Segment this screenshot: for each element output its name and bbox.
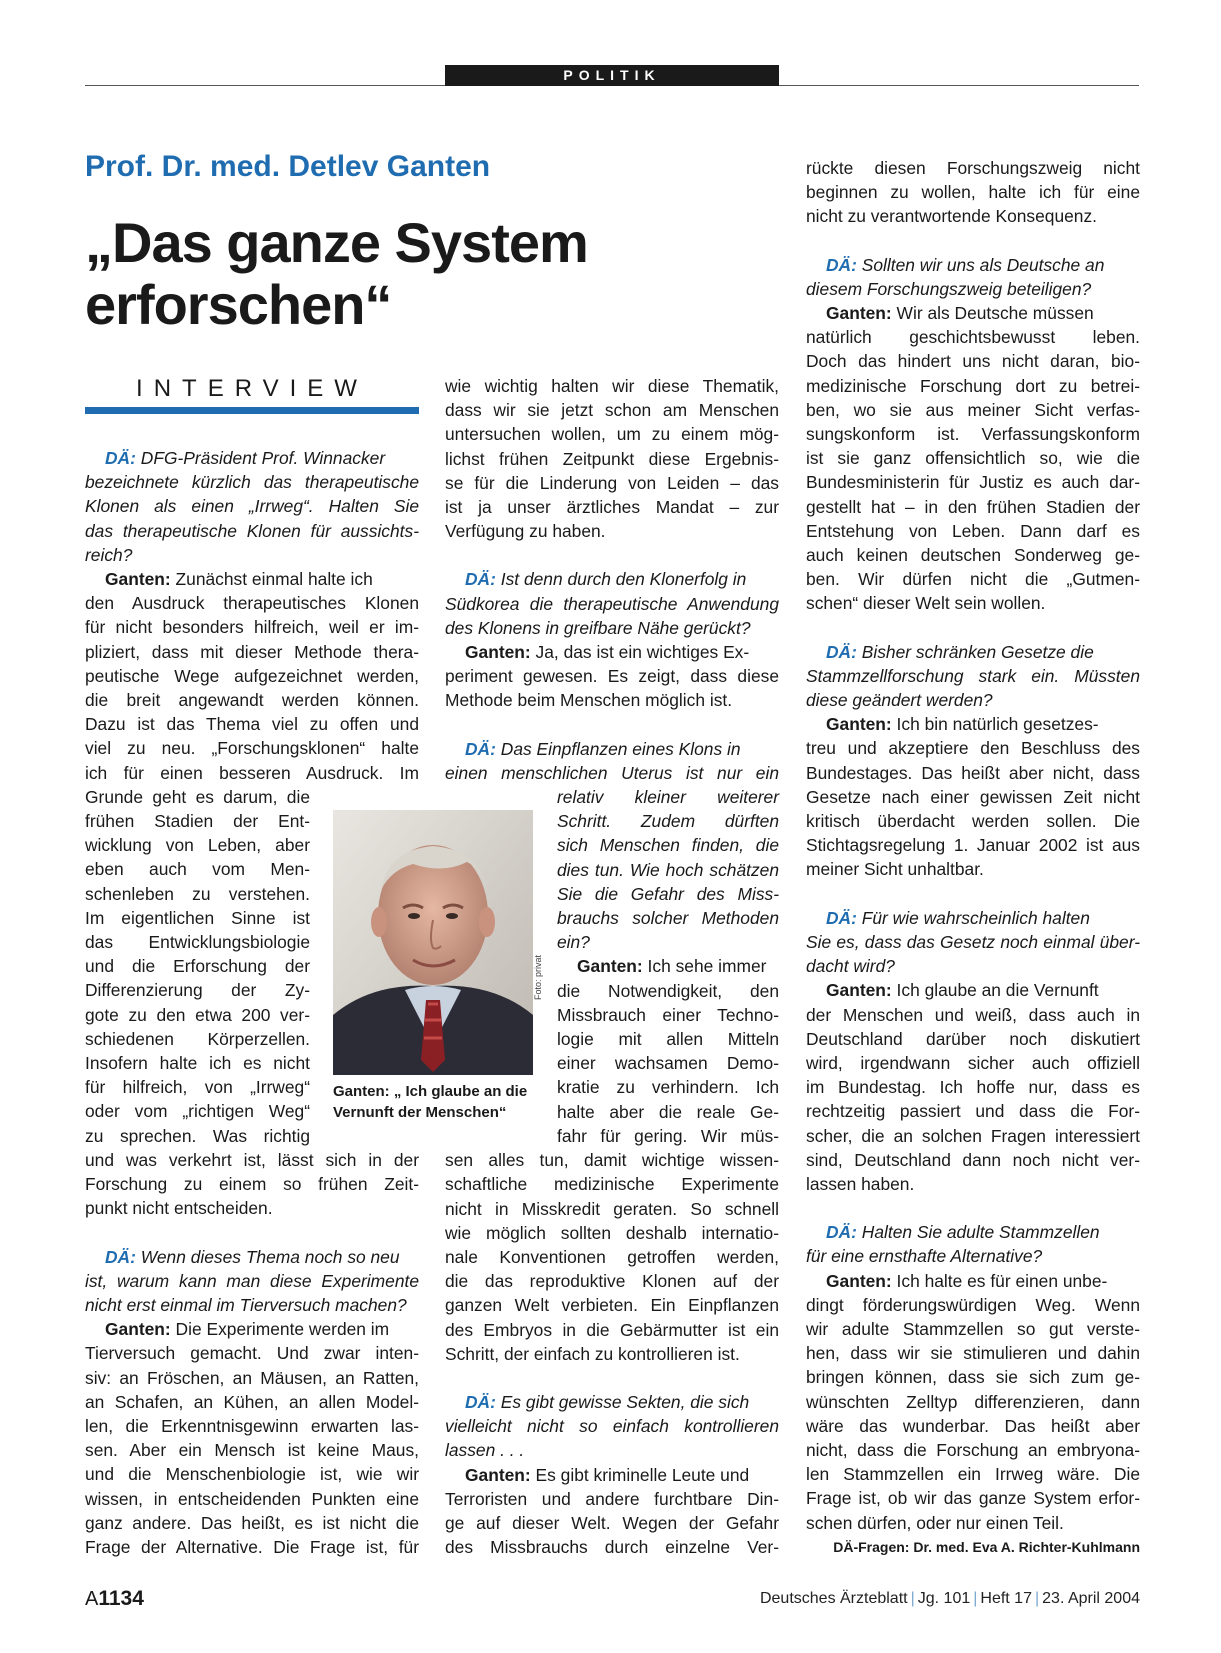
answer-line: scher, die an solchen Fragen interessiert — [806, 1125, 1140, 1146]
answer-line: Methode beim Menschen möglich ist. — [445, 690, 733, 711]
answer-line: Schritt, der einfach zu kontrollieren ist. — [445, 1343, 740, 1364]
question: DÄ: Sollten wir uns als Deutsche an — [826, 254, 1105, 275]
answer-line: periment gewesen. Es zeigt, dass diese — [445, 666, 779, 687]
question-line: diese geändert werden? — [806, 690, 993, 711]
question-line: nicht erst einmal im Tierversuch machen? — [85, 1294, 407, 1315]
answer-line: Bundesministerin für Justiz es auch dar- — [806, 472, 1140, 493]
answer-line: wie wichtig halten wir diese Thematik, — [445, 376, 779, 396]
answer-line: kritisch überdacht werden sollen. Die — [806, 811, 1140, 832]
question: DÄ: Bisher schränken Gesetze die — [826, 641, 1094, 662]
answer-line: ich für einen besseren Ausdruck. Im — [85, 762, 419, 783]
answer-line: ben, wo sie aus meiner Sicht verfas- — [806, 399, 1140, 420]
question-line: sich Menschen finden, die — [557, 835, 779, 856]
answer: Ganten: Ich sehe immer — [577, 956, 767, 977]
title-line-1: „Das ganze System — [85, 211, 588, 274]
question-line: Schritt. Zudem dürften — [557, 811, 779, 832]
photo-credit: Foto: privat — [533, 954, 543, 1000]
answer-line: Doch das hindert uns nicht daran, bio- — [806, 351, 1140, 372]
journal-issue: Heft 17 — [980, 1590, 1032, 1607]
answer: Ganten: Zunächst einmal halte ich — [105, 569, 373, 590]
answer-line: für nicht besonders hilfreich, weil er im- — [85, 617, 419, 638]
page-number-value: 1134 — [98, 1587, 144, 1610]
text-column-3 — [806, 156, 1140, 1535]
answer-line: fahr für gering. Wir müs- — [557, 1125, 779, 1146]
answer-line: Deutschland darüber noch diskutiert — [806, 1028, 1140, 1049]
answer-line: schenleben zu verstehen. — [85, 883, 310, 904]
question-line: dacht wird? — [806, 956, 895, 977]
article-author: Prof. Dr. med. Detlev Ganten — [85, 150, 491, 183]
answer-line: natürlich geschichtsbewusst leben. — [806, 327, 1140, 348]
question-line: relativ kleiner weiterer — [557, 787, 779, 808]
answer-line: schen“ dieser Welt sein wollen. — [806, 593, 1046, 614]
answer-line: beginnen zu wollen, halte ich für eine — [806, 182, 1140, 203]
page-number — [85, 1587, 144, 1611]
answer-line: treu und akzeptiere den Beschluss des — [806, 738, 1140, 759]
caption-line: Ganten: „ Ich glaube an die — [333, 1083, 528, 1100]
answer-line: ganzen Welt verbieten. Ein Einpflanzen — [445, 1295, 779, 1316]
journal-name: Deutsches Ärzteblatt — [759, 1590, 908, 1607]
answer-line: des Missbrauchs durch einzelne Ver- — [445, 1537, 779, 1558]
question-line: Stammzellforschung stark ein. Müssten — [806, 665, 1140, 686]
answer-line: wünschten Zelltyp differenzieren, dann — [806, 1391, 1140, 1412]
answer-line: Differenzierung der Zy- — [85, 980, 310, 1001]
page-prefix: A — [85, 1588, 99, 1610]
answer-line: sind, Deutschland dann noch nicht ver- — [806, 1149, 1140, 1170]
question: DÄ: Ist denn durch den Klonerfolg in — [465, 569, 747, 590]
question-line: ist, warum kann man diese Experimente — [85, 1270, 419, 1291]
question-line: dies tun. Wie hoch schätzen — [557, 859, 779, 880]
answer-line: Forschung zu einem so frühen Zeit- — [85, 1174, 419, 1195]
answer-line: ganz andere. Das heißt, es ist nicht die — [85, 1512, 419, 1533]
question: DÄ: Wenn dieses Thema noch so neu — [105, 1246, 400, 1267]
answer-line: wie möglich sollten deshalb internatio- — [445, 1222, 779, 1243]
answer-line: wird, irgendwann sicher auch offiziell — [806, 1052, 1140, 1073]
answer-line: das Entwicklungsbiologie — [85, 932, 310, 953]
answer-line: einer wachsamen Demo- — [557, 1053, 779, 1074]
answer-line: sungskonform ist. Verfassungskonform — [806, 424, 1140, 445]
question-line: brauchs solcher Methoden — [557, 908, 779, 929]
answer-line: siv: an Fröschen, an Mäusen, an Ratten, — [85, 1367, 419, 1388]
answer-line: die das reproduktive Klonen auf der — [445, 1271, 779, 1292]
answer-line: die Notwendigkeit, den — [557, 980, 779, 1001]
question-line: diesem Forschungszweig beteiligen? — [806, 278, 1092, 299]
answer-line: nicht zu verantwortende Konsequenz. — [806, 206, 1097, 227]
question: DÄ: Für wie wahrscheinlich halten — [826, 907, 1090, 928]
answer-line: punkt nicht entscheiden. — [85, 1198, 273, 1219]
answer-line: rückte diesen Forschungszweig nicht — [806, 158, 1140, 178]
answer-line: gote zu den etwa 200 ver- — [85, 1004, 310, 1025]
answer-line: pliziert, dass mit dieser Methode thera- — [85, 641, 419, 662]
answer-line: hen, dass wir sie stimulieren und dahin — [806, 1343, 1140, 1364]
answer-line: zu sprechen. Was richtig — [85, 1125, 310, 1146]
answer-line: auch keinen deutschen Sonderweg ge- — [806, 545, 1140, 566]
answer-line: an Schafen, an Kühen, an allen Model- — [85, 1391, 419, 1412]
answer-line: die breit angewandt werden können. — [85, 690, 419, 711]
answer: Ganten: Ich glaube an die Vernunft — [826, 980, 1099, 1001]
answer-line: der Menschen und weiß, dass auch in — [806, 1004, 1140, 1025]
question-line: lassen . . . — [445, 1440, 525, 1461]
answer-line: und was verkehrt ist, lässt sich in der — [85, 1149, 419, 1170]
answer-line: schiedenen Körperzellen. — [85, 1028, 310, 1049]
answer-line: eben auch vom Men- — [85, 859, 310, 880]
interview-kicker: INTERVIEW — [136, 375, 368, 402]
question-line: Sie es, dass das Gesetz noch einmal über- — [806, 931, 1140, 952]
answer-line: im Bundestag. Ich hoffe nur, dass es — [806, 1077, 1140, 1098]
journal-footer: Deutsches Ärzteblatt | Jg. 101 | Heft 17 | 23. April 2004 — [759, 1590, 1140, 1607]
question: DÄ: Es gibt gewisse Sekten, die sich — [465, 1391, 750, 1412]
answer-line: Terroristen und andere furchtbare Din- — [445, 1488, 779, 1509]
answer-line: ist sie ganz offensichtlich so, wie die — [806, 448, 1140, 469]
answer: Ganten: Die Experimente werden im — [105, 1319, 390, 1340]
answer-line: wicklung von Leben, aber — [85, 835, 310, 856]
answer-line: Insofern halte ich es nicht — [85, 1053, 310, 1074]
question-line: ein? — [557, 932, 590, 953]
answer-line: Im eigentlichen Sinne ist — [85, 907, 310, 928]
answer-line: frühen Stadien der Ent- — [85, 811, 310, 832]
answer-line: wäre das wunderbar. Das heißt aber — [806, 1415, 1140, 1436]
answer-line: len, die Erkenntnisgewinn erwarten las- — [85, 1415, 419, 1436]
answer-line: nale Konventionen getroffen werden, — [445, 1246, 779, 1267]
answer-line: Frage der Alternative. Die Frage ist, für — [85, 1536, 419, 1557]
section-label: POLITIK — [445, 65, 779, 86]
question-line: des Klonens in greifbare Nähe gerückt? — [445, 617, 751, 638]
answer-line: nicht in Misskredit geraten. So schnell — [445, 1198, 779, 1219]
portrait-photo — [333, 810, 533, 1075]
question-line: vielleicht nicht so einfach kontrollieren — [445, 1416, 779, 1437]
question: DÄ: Das Einpflanzen eines Klons in — [465, 738, 741, 759]
answer-line: schen dürfen, oder nur einen Teil. — [806, 1512, 1064, 1533]
answer-line: dingt förderungswürdigen Weg. Wenn — [806, 1294, 1140, 1315]
question: DÄ: Halten Sie adulte Stammzellen — [826, 1222, 1100, 1243]
answer-line: Missbrauch einer Techno- — [557, 1004, 779, 1025]
photo-caption — [333, 1081, 543, 1123]
question-line: für eine ernsthafte Alternative? — [806, 1246, 1043, 1267]
answer-line: rechtzeitig passiert und dass die For- — [806, 1101, 1140, 1122]
answer: Ganten: Ja, das ist ein wichtiges Ex- — [465, 642, 750, 663]
answer-line: se für die Linderung von Leiden – das — [445, 472, 779, 493]
answer-line: und die Menschenbiologie ist, wie wir — [85, 1464, 419, 1485]
answer-line: nicht, dass die Forschung an embryona- — [806, 1439, 1140, 1460]
answer: Ganten: Es gibt kriminelle Leute und — [465, 1464, 750, 1485]
article-title — [85, 212, 645, 336]
answer-line: sen. Aber ein Mensch ist keine Maus, — [85, 1440, 419, 1461]
answer-line: bringen können, dass sie sich zum ge- — [806, 1367, 1140, 1388]
title-line-2: erforschen“ — [85, 273, 392, 336]
question-line: Klonen als einen „Irrweg“. Halten Sie — [85, 496, 419, 517]
answer-line: ge auf dieser Welt. Wegen der Gefahr — [445, 1512, 779, 1533]
answer-line: Entstehung von Leben. Dann darf es — [806, 520, 1140, 541]
answer-line: Dazu ist das Thema viel zu offen und — [85, 714, 419, 735]
answer-line: gestellt hat – in den frühen Stadien der — [806, 496, 1140, 517]
answer-line: oder vom „richtigen Weg“ — [85, 1101, 310, 1122]
journal-date: 23. April 2004 — [1042, 1590, 1140, 1607]
answer-line: medizinische Forschung dort zu betrei- — [806, 375, 1140, 396]
answer-line: wir adulte Stammzellen so gut verste- — [806, 1318, 1140, 1339]
answer-line: Grunde geht es darum, die — [85, 786, 310, 807]
answer-line: und die Erforschung der — [85, 956, 310, 977]
caption-line: Vernunft der Menschen“ — [333, 1104, 507, 1121]
answer-line: Frage ist, ob wir das ganze System erfor- — [806, 1488, 1140, 1509]
answer-line: len Stammzellen ein Irrweg wäre. Die — [806, 1464, 1140, 1485]
answer-line: für hilfreich, von „Irrweg“ — [85, 1077, 310, 1098]
answer: Ganten: Ich bin natürlich gesetzes- — [826, 714, 1099, 735]
answer: Ganten: Ich halte es für einen unbe- — [826, 1270, 1108, 1291]
answer-line: schaftliche medizinische Experimente — [445, 1174, 779, 1195]
answer-line: meiner Sicht unhaltbar. — [806, 859, 984, 880]
answer-line: lichst frühen Zeitpunkt diese Ergebnis- — [445, 448, 779, 469]
question-line: bezeichnete kürzlich das therapeutische — [85, 472, 419, 493]
answer-line: peutische Wege aufgezeichnet werden, — [85, 665, 419, 686]
answer-line: ben. Wir dürfen nicht die „Gutmen- — [806, 569, 1140, 590]
question-line: einen menschlichen Uterus ist nur ein — [445, 762, 779, 783]
answer-line: halte aber die reale Ge- — [557, 1101, 779, 1122]
question: DÄ: DFG-Präsident Prof. Winnacker — [105, 448, 386, 468]
journal-volume: Jg. 101 — [917, 1590, 971, 1607]
answer-line: sen alles tun, damit wichtige wissen- — [445, 1150, 779, 1171]
answer: Ganten: Wir als Deutsche müssen — [826, 303, 1094, 324]
answer-line: logie mit allen Mitteln — [557, 1029, 779, 1050]
answer-line: dass wir sie jetzt schon am Menschen — [445, 400, 779, 421]
answer-line: lassen haben. — [806, 1173, 915, 1194]
answer-line: untersuchen wollen, um zu einem mög- — [445, 424, 779, 445]
answer-line: den Ausdruck therapeutisches Klonen — [85, 593, 419, 614]
question-line: reich? — [85, 544, 133, 565]
answer-line: Verfügung zu haben. — [445, 521, 606, 542]
answer-line: Stichtagsregelung 1. Januar 2002 ist aus — [806, 835, 1140, 856]
question-line: das therapeutische Klonen für aussichts- — [85, 520, 419, 541]
question-line: Sie die Gefahr des Miss- — [557, 883, 779, 904]
answer-line: kratie zu verhindern. Ich — [557, 1077, 779, 1098]
answer-line: des Embryos in die Gebärmutter ist ein — [445, 1319, 779, 1340]
kicker-underline — [85, 407, 419, 414]
answer-line: Gesetze nach einer gewissen Zeit nicht — [806, 786, 1140, 807]
answer-line: ist ja unser ärztliches Mandat – zur — [445, 497, 779, 518]
question-line: Südkorea die therapeutische Anwendung — [445, 593, 779, 614]
answer-line: Tierversuch gemacht. Und zwar inten- — [85, 1343, 419, 1364]
answer-line: viel zu neu. „Forschungsklonen“ halte — [85, 738, 419, 759]
answer-line: wissen, in entscheidenden Punkten eine — [85, 1488, 419, 1509]
answer-line: Bundestages. Das heißt aber nicht, dass — [806, 762, 1140, 783]
interviewer-signature: DÄ-Fragen: Dr. med. Eva A. Richter-Kuhlmann — [833, 1539, 1140, 1555]
